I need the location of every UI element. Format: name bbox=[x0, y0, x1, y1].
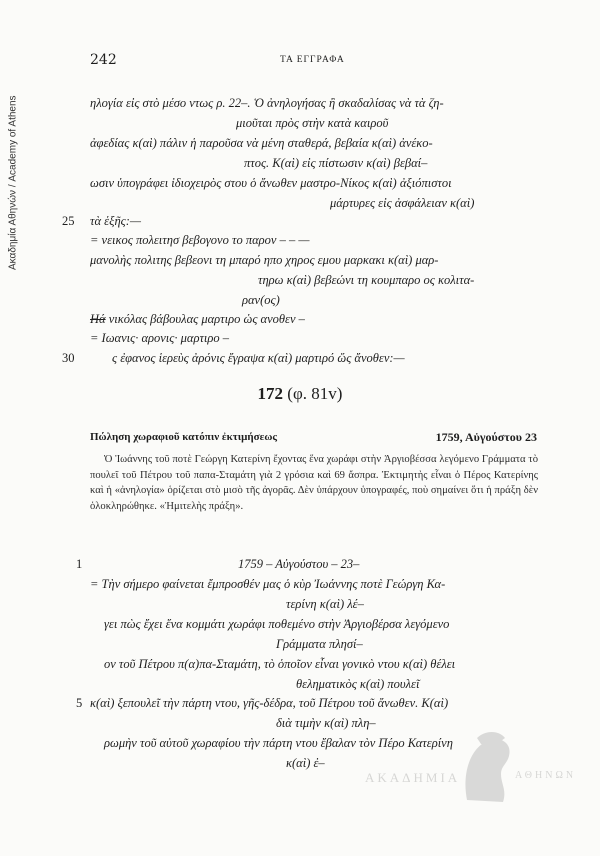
athena-head-icon bbox=[457, 730, 517, 810]
document-heading bbox=[0, 384, 600, 404]
line-number: 1 bbox=[76, 557, 83, 571]
text-line: τὰ ἑξῆς:— bbox=[90, 214, 141, 228]
academy-watermark bbox=[365, 730, 577, 810]
text-line: = νεικος πολειτησ βεβογονο το παρον – – — bbox=[90, 233, 310, 247]
text-line: = Ιωανις· αρονις· μαρτιρο – bbox=[90, 331, 230, 345]
page-number: 242 bbox=[90, 52, 117, 68]
text-line: Γράμματα πλησί– bbox=[276, 637, 363, 651]
text-line: γει πὼς ἔχει ἕνα κομμάτι χωράφι ποθεμένο στὴν Ἀργιοβέρσα λεγόμενο bbox=[104, 617, 450, 631]
text-line: ηλογία εἰς στὸ μέσο ντως ρ. 22–. Ὁ ἀνηλογήσας ἢ σκαδαλίσας νὰ τὰ ζη- bbox=[90, 96, 444, 110]
document-number: 172 bbox=[257, 384, 284, 403]
text-line: = Τὴν σήμερο φαίνεται ἔμπροσθέν μας ὁ κὺρ Ἰωάννης ποτὲ Γεώργη Κα- bbox=[90, 577, 446, 591]
document-title: Πώληση χωραφιοῦ κατόπιν ἐκτιμήσεως bbox=[90, 431, 278, 443]
text-line: τηρω κ(αὶ) βεβεώνι τη κουμπαρο ος κολιτα- bbox=[258, 273, 475, 287]
text-line: ραν(ος) bbox=[242, 293, 280, 307]
text-line: μιοῦται πρὸς στὴν κατὰ καιροῦ bbox=[236, 116, 389, 130]
text-line: διὰ τιμὴν κ(αὶ) πλη– bbox=[276, 716, 376, 730]
text-line: θεληματικὸς κ(αὶ) πουλεῖ bbox=[296, 677, 420, 691]
text-line: τερίνη κ(αὶ) λέ– bbox=[286, 597, 364, 611]
line-number: 30 bbox=[62, 351, 75, 365]
text-line: ωσιν ὑπογράφει ἰδιοχειρὸς στου ὁ ἄνωθεν μαστρο-Νίκος κ(αὶ) ἀξιόπιστοι bbox=[90, 176, 452, 190]
text-line: μάρτυρες εἰς ἀσφάλειαν κ(αὶ) bbox=[330, 196, 475, 210]
watermark-text: ΑΚΑΔΗΜΙΑ bbox=[365, 770, 461, 785]
signature-text: νικόλας βάβουλας μαρτιρο ὡς ανοθεν – bbox=[105, 312, 305, 326]
text-line: κ(αὶ) ἐ– bbox=[286, 756, 325, 770]
signature-line bbox=[90, 312, 305, 327]
text-line: ἀφεδίας κ(αὶ) πάλιν ἡ παροῦσα νὰ μένη σταθερά, βεβαία κ(αὶ) ἀνέκο- bbox=[90, 136, 433, 150]
line-number: 5 bbox=[76, 696, 83, 710]
text-line: 1759 – Αὐγούστου – 23– bbox=[238, 557, 360, 571]
document-summary: Ὁ Ἰωάννης τοῦ ποτὲ Γεώργη Κατερίνη ἔχοντας ἕνα χωράφι στὴν Ἀργιοβέσσα λεγόμενο Γράμματα τὸ πουλεῖ τοῦ Πέτρου τοῦ παπα-Σταμάτη γιὰ 2 γρόσια καὶ 69 ἄσπρα. Ἐκτιμητὴς εἶναι ὁ Πέρος Κατερίνης καὶ ἡ «ἀνηλογία» ὁρίζεται στὸ μισὸ τῆς ἀγορᾶς. Δὲν ὑπάρχουν ὑπογραφές, ποὺ σημαίνει ὅτι ἡ πράξη δὲν ὁλοκληρώθηκε. «Ἡμιτελὴς πράξη». bbox=[90, 454, 538, 512]
document-folio: (φ. 81v) bbox=[287, 384, 343, 403]
document-date: 1759, Αὐγούστου 23 bbox=[435, 430, 537, 444]
text-line: πτος. Κ(αὶ) εἰς πίστωσιν κ(αὶ) βεβαί– bbox=[244, 156, 428, 170]
text-line: κ(αὶ) ξεπουλεῖ τὴν πάρτη ντου, γῆς-δέδρα, τοῦ Πέτρου τοῦ ἄνωθεν. Κ(αὶ) bbox=[90, 696, 449, 710]
text-line: μανολὴς πολιτης βεβεονι τη μπαρό ηπο χηρος εμου μαρκακι κ(αὶ) μαρ- bbox=[90, 253, 439, 267]
running-head: ΤΑ ΕΓΓΡΑΦΑ bbox=[280, 55, 345, 65]
watermark-text: ΑΘΗΝΩΝ bbox=[515, 770, 577, 781]
struck-text: Ηά bbox=[90, 312, 106, 326]
text-line: ρωμὴν τοῦ αὐτοῦ χωραφίου τὴν πάρτη ντου ἔβαλαν τὸν Πέρο Κατερίνη bbox=[104, 736, 453, 750]
text-line: ον τοῦ Πέτρου π(α)πα-Σταμάτη, τὸ ὁποῖον εἶναι γονικὸ ντου κ(αὶ) θέλει bbox=[104, 657, 456, 671]
text-line: ς ἐφανος ἱερεὺς ἀρόνις ἔγραψα κ(αὶ) μαρτιρό ὥς ἄνοθεν:— bbox=[112, 351, 405, 365]
archive-stamp: Ακαδημία Αθηνών / Academy of Athens bbox=[7, 95, 19, 270]
line-number: 25 bbox=[62, 214, 75, 228]
